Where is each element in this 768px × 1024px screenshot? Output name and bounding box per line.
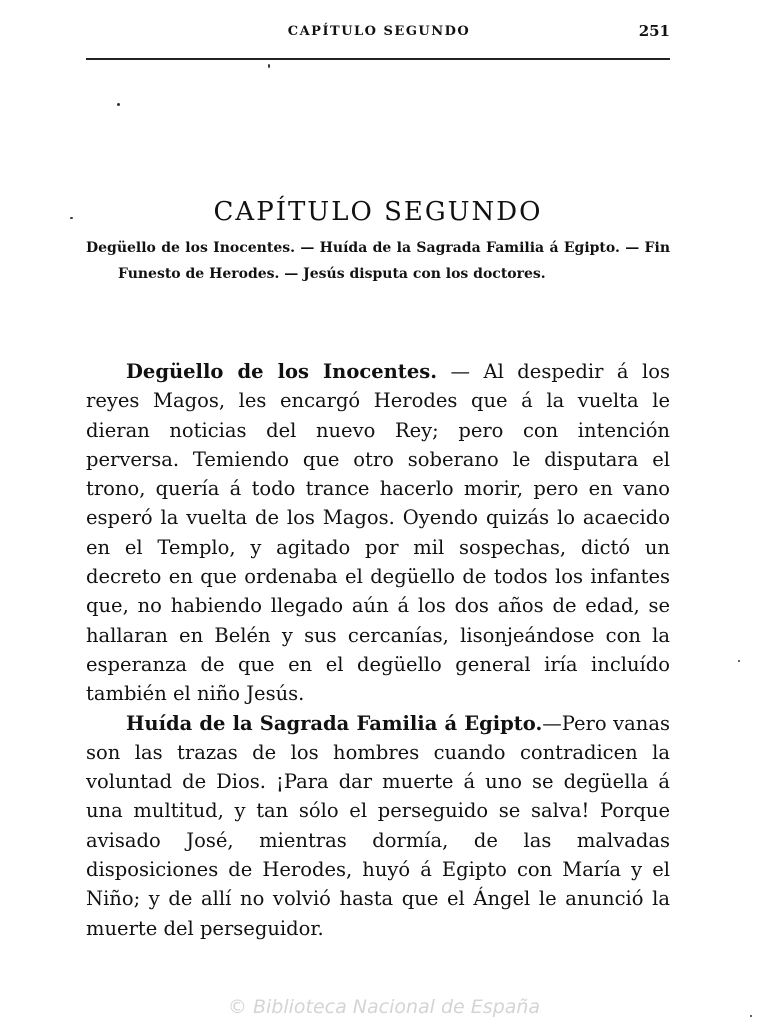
header-rule — [86, 58, 670, 60]
running-head — [86, 22, 672, 48]
library-watermark: © Biblioteca Nacional de España — [227, 996, 541, 1018]
print-speck — [738, 660, 740, 662]
paragraph-2-heading: Huída de la Sagrada Familia á Egipto. — [126, 711, 543, 735]
paragraph-1-heading: Degüello de los Inocentes. — [126, 360, 437, 383]
body-text — [86, 357, 670, 943]
running-title: CAPÍTULO SEGUNDO — [287, 24, 471, 39]
print-speck — [117, 103, 120, 106]
paragraph-1-text: — Al despedir á los reyes Magos, les encargó Herodes que á la vuelta le dieran noticias del nuevo Rey; pero con intención perversa. Temiendo que otro soberano le disputara el trono, quería á todo trance hacerlo morir, pero en vano esperó la vuelta de los Magos. Oyendo quizás lo acaecido en el Templo, y agitado por mil sospechas, dictó un decreto en que ordenaba el degüello de todos los infantes que, no habiendo llegado aún á los dos años de edad, se hallaran en Belén y sus cercanías, lisonjeándose con la esperanza de que en el degüello general iría incluído también el niño Jesús. — [86, 360, 670, 706]
paragraph-2 — [86, 709, 670, 943]
chapter-summary: Degüello de los Inocentes. — Huída de la Sagrada Familia á Egipto. — Fin Funesto de Herodes. — Jesús disputa con los doctores. — [86, 240, 670, 282]
paragraph-2-text: —Pero vanas son las trazas de los hombres cuando contradicen la voluntad de Dios. ¡Para dar muerte á uno se degüella á una multitud, y tan sólo el perseguido se salva! Porque avisado José, mientras dormía, de las malvadas disposiciones de Herodes, huyó á Egipto con María y el Niño; y de allí no volvió hasta que el Ángel le anunció la muerte del perseguidor. — [86, 711, 670, 940]
page-number: 251 — [638, 22, 670, 40]
print-speck — [70, 217, 73, 219]
chapter-title: CAPÍTULO SEGUNDO — [213, 197, 543, 228]
print-speck — [268, 64, 270, 68]
paragraph-1 — [86, 357, 670, 709]
